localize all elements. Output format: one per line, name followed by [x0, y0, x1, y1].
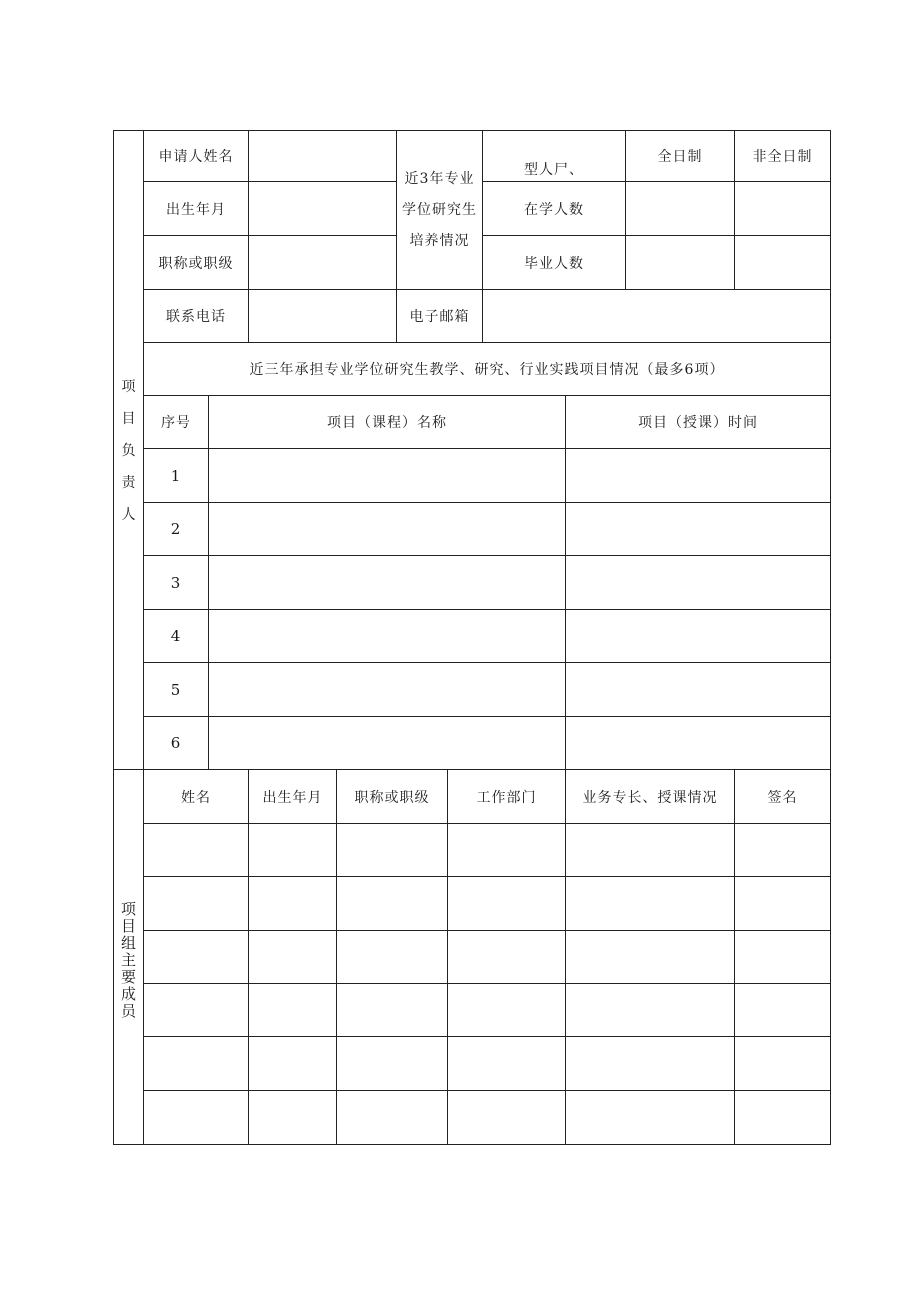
section-char: 员 [120, 1002, 136, 1020]
birth-date-label: 出生年月 [166, 201, 226, 218]
project-time-field[interactable] [566, 610, 830, 662]
project-time-field[interactable] [566, 503, 830, 555]
project-row-number: 3 [170, 573, 182, 592]
project-name-field[interactable] [209, 663, 565, 716]
projects-heading: 近三年承担专业学位研究生教学、研究、行业实践项目情况（最多6项） [249, 362, 725, 378]
members-col-title: 职称或职级 [354, 789, 430, 806]
project-row-number: 1 [170, 466, 182, 485]
member-row[interactable] [144, 824, 830, 876]
member-row[interactable] [144, 984, 830, 1036]
training-line: 培养情况 [409, 232, 470, 249]
projects-col-seq: 序号 [161, 415, 191, 431]
project-time-field[interactable] [566, 556, 830, 609]
section-char: 要 [120, 968, 136, 986]
project-name-field[interactable] [209, 503, 565, 555]
project-name-field[interactable] [209, 556, 565, 609]
birth-date-field[interactable] [249, 182, 396, 235]
section-char: 目 [120, 917, 136, 935]
section-char: 负 [121, 443, 136, 459]
student-type-label: 型人尸、 [524, 162, 584, 178]
training-line: 学位研究生 [402, 201, 477, 218]
members-col-expertise: 业务专长、授课情况 [582, 789, 718, 806]
applicant-name-field[interactable] [249, 131, 396, 181]
members-section-label [114, 902, 143, 1019]
graduated-parttime-field[interactable] [735, 236, 830, 289]
project-time-field[interactable] [566, 449, 830, 502]
section-char: 人 [121, 507, 136, 523]
project-time-field[interactable] [566, 663, 830, 716]
phone-label: 联系电话 [166, 309, 226, 325]
border-right [830, 130, 831, 1145]
section-char: 组 [120, 934, 136, 952]
project-row-number: 6 [170, 734, 182, 752]
border-bottom [113, 1144, 831, 1145]
section-char: 项 [121, 379, 136, 395]
email-label: 电子邮箱 [409, 309, 470, 325]
member-row[interactable] [144, 1091, 830, 1144]
enrolled-parttime-field[interactable] [735, 182, 830, 235]
project-row-number: 4 [170, 627, 182, 645]
project-row-number: 2 [170, 520, 182, 538]
projects-col-time: 项目（授课）时间 [638, 415, 758, 431]
members-col-birth: 出生年月 [262, 789, 323, 806]
enrolled-fulltime-field[interactable] [626, 182, 734, 235]
training-label [397, 131, 482, 289]
section-char: 责 [121, 475, 136, 491]
phone-field[interactable] [249, 290, 396, 342]
project-time-field[interactable] [566, 717, 830, 769]
members-col-signature: 签名 [767, 789, 798, 806]
graduated-label: 毕业人数 [524, 255, 584, 272]
project-name-field[interactable] [209, 717, 565, 769]
member-row[interactable] [144, 1037, 830, 1090]
section-char: 成 [120, 985, 136, 1003]
title-label: 职称或职级 [158, 255, 234, 272]
members-col-name: 姓名 [181, 789, 211, 806]
email-field[interactable] [483, 290, 830, 342]
members-col-department: 工作部门 [476, 789, 537, 806]
member-row[interactable] [144, 877, 830, 930]
parttime-label: 非全日制 [752, 149, 813, 165]
projects-col-name: 项目（课程）名称 [327, 415, 447, 431]
applicant-name-label: 申请人姓名 [158, 149, 234, 165]
training-line: 近3年专业 [404, 170, 475, 187]
enrolled-label: 在学人数 [524, 201, 584, 218]
project-row-number: 5 [170, 680, 182, 699]
fulltime-label: 全日制 [657, 149, 703, 165]
graduated-fulltime-field[interactable] [626, 236, 734, 289]
member-row[interactable] [144, 931, 830, 983]
section-char: 目 [121, 411, 136, 427]
title-field[interactable] [249, 236, 396, 289]
applicant-section-label [114, 380, 143, 522]
project-name-field[interactable] [209, 449, 565, 502]
project-name-field[interactable] [209, 610, 565, 662]
section-char: 主 [120, 951, 136, 969]
section-char: 项 [120, 900, 136, 918]
